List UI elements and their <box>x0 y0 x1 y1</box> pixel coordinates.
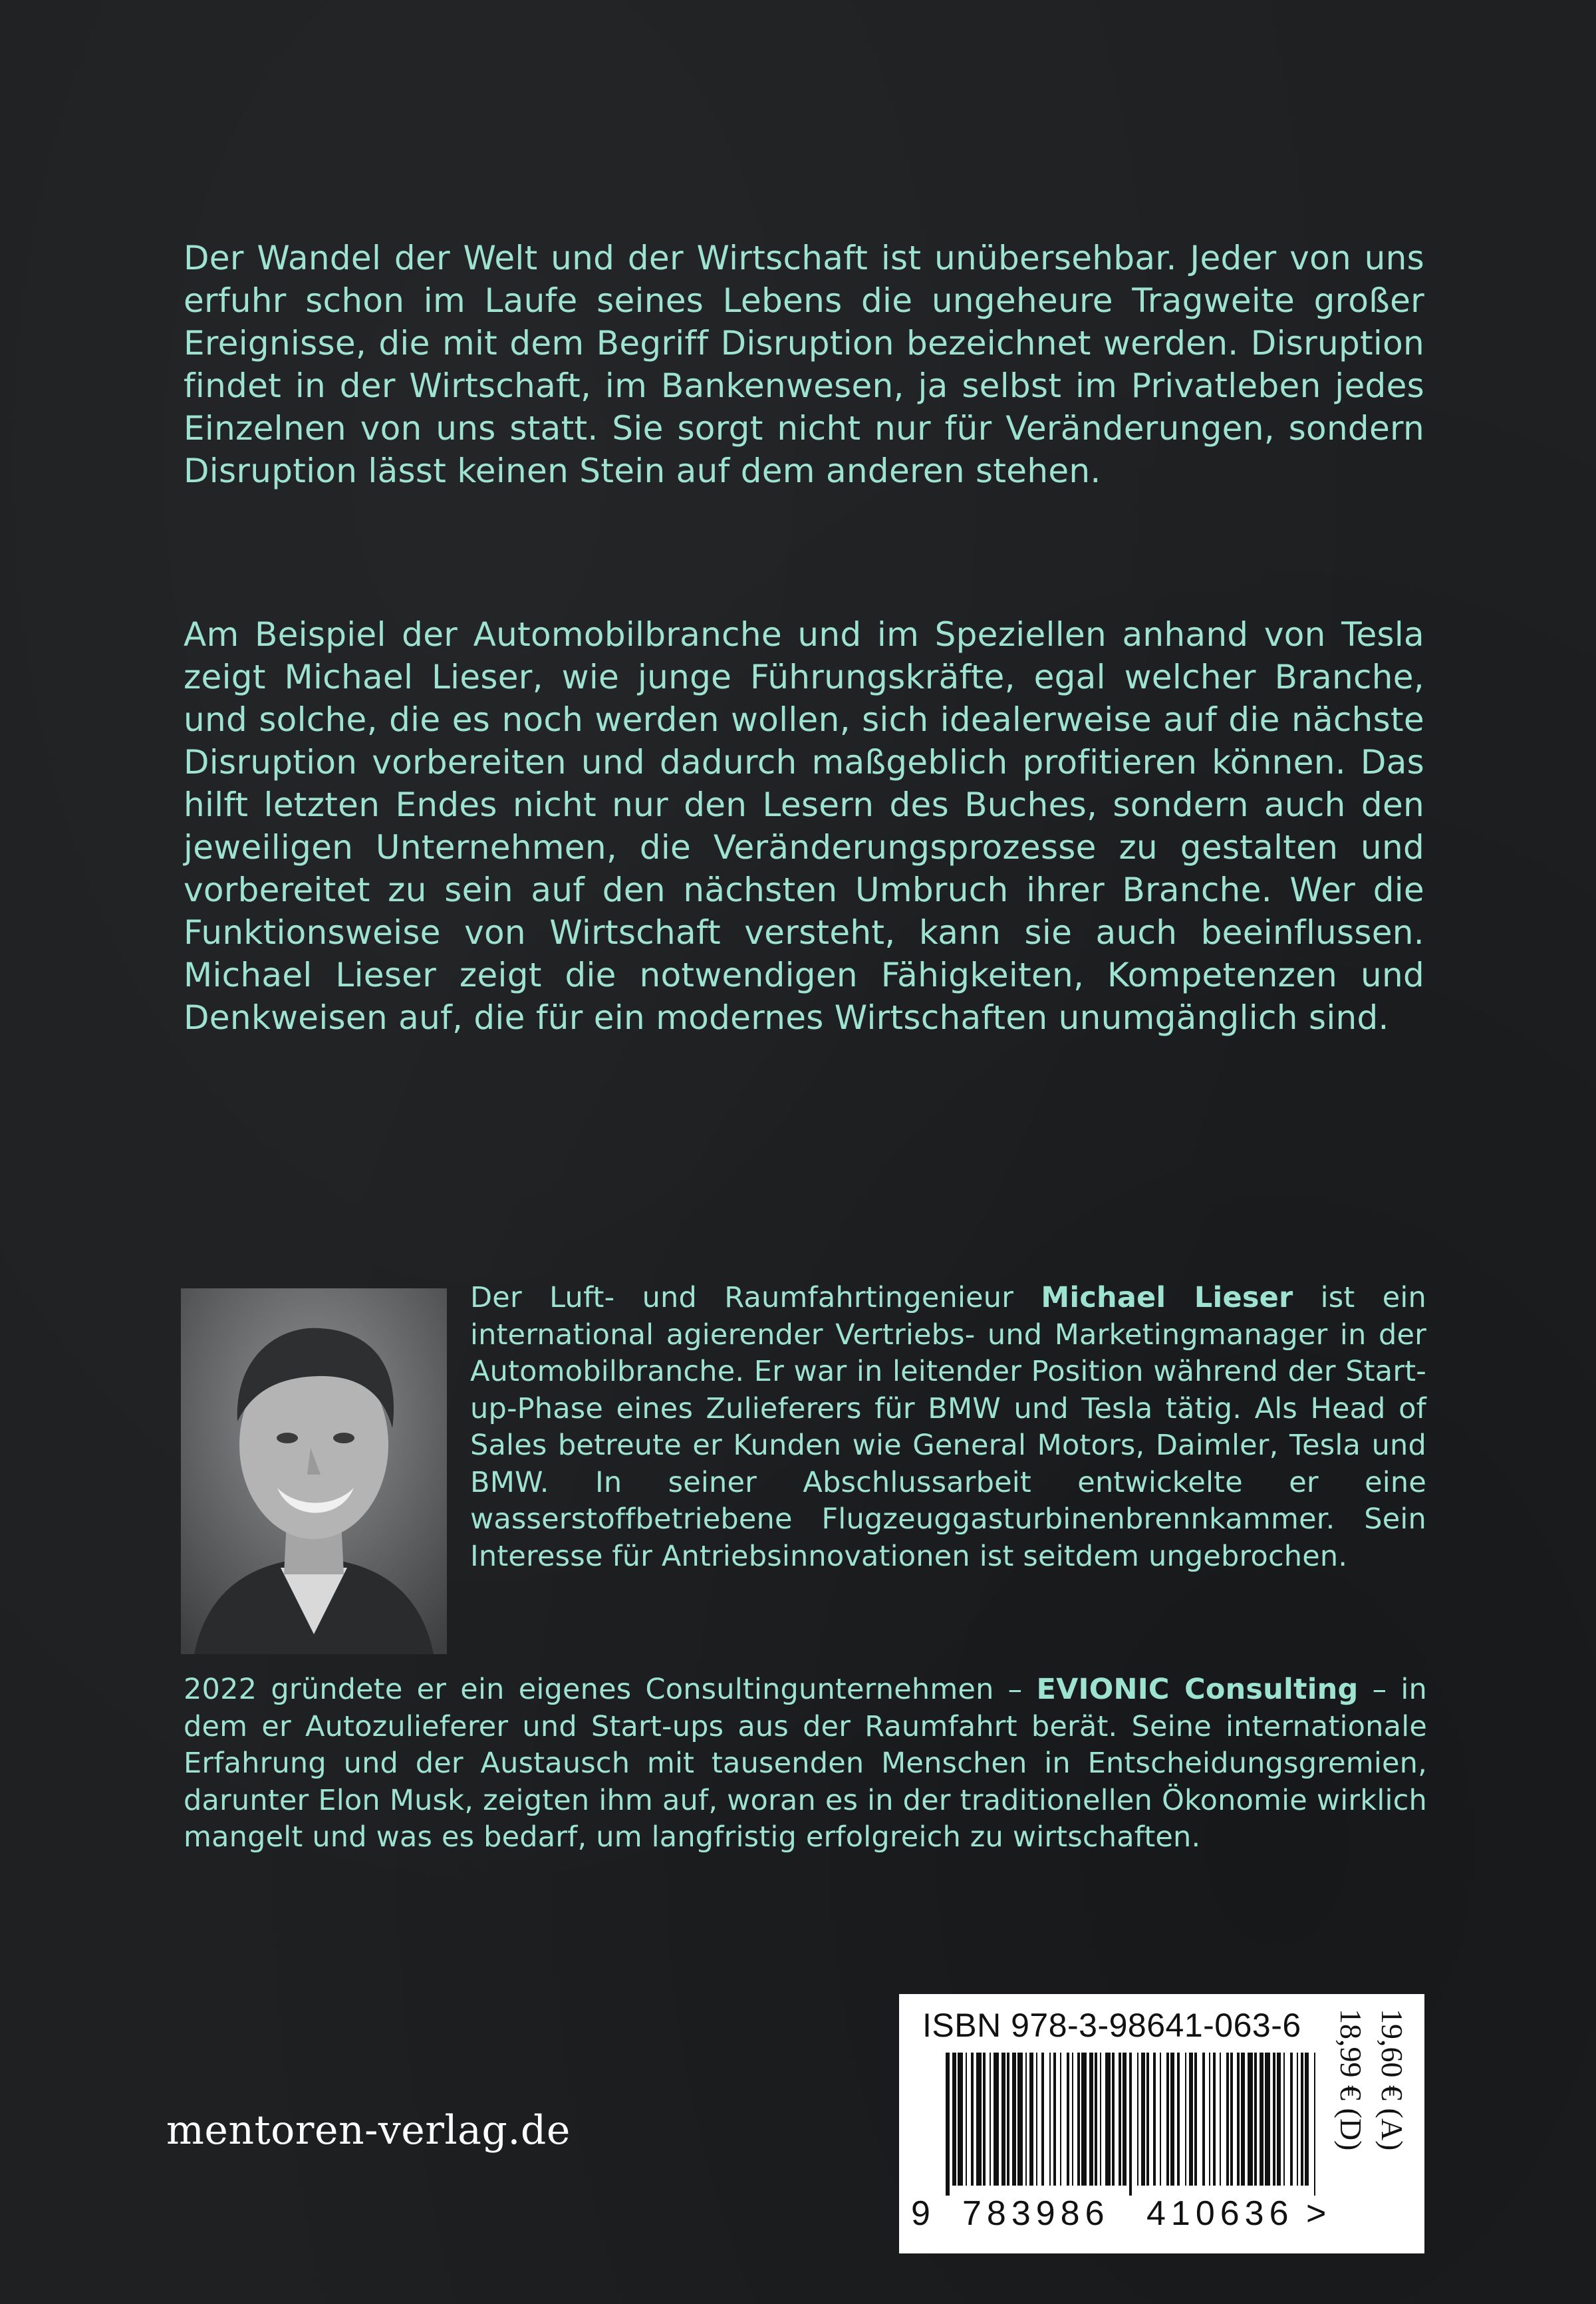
barcode-bar <box>1067 2053 1069 2186</box>
barcode-bar <box>1254 2053 1257 2186</box>
barcode-bar <box>1290 2053 1293 2186</box>
barcode-bar <box>983 2053 986 2186</box>
barcode-bar <box>1081 2053 1087 2186</box>
barcode-bar <box>1177 2053 1180 2186</box>
price-austria: 19,60 € (A) <box>1375 2009 1409 2151</box>
barcode-bar <box>1220 2053 1221 2186</box>
barcode-bar <box>1297 2053 1298 2186</box>
barcode-bar <box>1060 2053 1061 2186</box>
barcode-bar <box>1248 2053 1253 2186</box>
barcode-bar <box>1277 2053 1281 2186</box>
barcode-bar <box>1314 2053 1315 2196</box>
barcode-bar <box>1017 2053 1023 2186</box>
barcode-bar <box>946 2053 950 2196</box>
barcode-bar <box>1146 2053 1149 2186</box>
author-portrait-illustration <box>181 1288 447 1654</box>
company-name: EVIONIC Consulting <box>1036 1673 1359 1706</box>
barcode-bar <box>1129 2053 1132 2196</box>
barcode-bar <box>1305 2053 1309 2186</box>
barcode-bar <box>952 2053 956 2186</box>
barcode-bar <box>1273 2053 1275 2186</box>
barcode-bar <box>1025 2053 1027 2186</box>
barcode-bar <box>1213 2053 1216 2186</box>
author-bio-2-text: – in dem er Autozulieferer und Start-ups aus der Raumfahrt berät. Seine internationale Erfahrung und der Austausch mit tausenden Menschen in Entscheidungsgremien, darunter Elon Musk, zeigten ihm auf, woran es in der traditionellen Ökonomie wirklich mangelt und was es bedarf, um langfristig erfolgreich zu wirtschaften. <box>184 1673 1427 1854</box>
barcode-bar <box>1160 2053 1161 2186</box>
barcode-bar <box>958 2053 963 2186</box>
isbn-number: ISBN 978-3-98641-063-6 <box>922 2007 1301 2044</box>
barcode-bar <box>1119 2053 1121 2186</box>
blurb-paragraph-2: Am Beispiel der Automobilbranche und im Speziellen anhand von Tesla zeigt Michael Lieser, wie junge Führungskräfte, egal welcher Branche, und solche, die es noch werden wollen, sich idealerweise auf die nächste Disruption vorbereiten und dadurch maßgeblich profitieren können. Das hilft letzten Endes nicht nur den Lesern des Buches, sondern auch den jeweiligen Unternehmen, die Veränderungsprozesse zu gestalten und vorbereitet zu sein auf den nächsten Umbruch ihrer Branche. Wer die Funktionsweise von Wirtschaft versteht, kann sie auch beeinflussen. Michael Lieser zeigt die notwendigen Fähigkeiten, Kompetenzen und Denkweisen auf, die für ein modernes Wirtschaften unumgänglich sind. <box>184 615 1424 1037</box>
barcode-bar <box>1053 2053 1056 2186</box>
blurb-paragraph-1: Der Wandel der Welt und der Wirtschaft ist unübersehbar. Jeder von uns erfuhr schon im Laufe seines Lebens die ungeheure Tragweite großer Ereignisse, die mit dem Begriff Disruption bezeichnet werden. Disruption findet in der Wirtschaft, im Bankenwesen, ja selbst im Privatleben jedes Einzelnen von uns statt. Sie sorgt nicht nur für Veränderungen, sondern Disruption lässt keinen Stein auf dem anderen stehen. <box>184 239 1424 490</box>
author-bio-2 <box>184 1671 1427 1856</box>
barcode-bar <box>1283 2053 1285 2186</box>
barcode-bar <box>1105 2053 1111 2186</box>
barcode-label <box>899 1994 1424 2253</box>
barcode-bar <box>1100 2053 1101 2186</box>
publisher-url: mentoren-verlag.de <box>166 2107 571 2154</box>
barcode-bar <box>1029 2053 1033 2186</box>
barcode-bar <box>1141 2053 1145 2186</box>
barcode-bar <box>1077 2053 1080 2186</box>
barcode-bar <box>1041 2053 1044 2186</box>
barcode-bar <box>1265 2053 1270 2186</box>
barcode-bar <box>1209 2053 1210 2186</box>
barcode-bar <box>990 2053 991 2186</box>
price-germany: 18,99 € (D) <box>1334 2009 1368 2151</box>
barcode-bar <box>1301 2053 1303 2186</box>
barcode-bar <box>966 2053 967 2186</box>
barcode-bar <box>1123 2053 1127 2186</box>
barcode-bar <box>1007 2053 1009 2186</box>
barcode-bar <box>1112 2053 1115 2186</box>
barcode-bar <box>1170 2053 1174 2186</box>
barcode-bar <box>1194 2053 1197 2186</box>
barcode-bar <box>1153 2053 1156 2186</box>
barcode-bar <box>1095 2053 1097 2186</box>
barcode-bar <box>1226 2053 1229 2186</box>
barcode-bar <box>1237 2053 1240 2186</box>
barcode-bar <box>971 2053 974 2186</box>
barcode-digits-left: 783986 <box>962 2194 1110 2233</box>
barcode-bar <box>1089 2053 1093 2186</box>
barcode-bar <box>1202 2053 1205 2186</box>
barcode-bar <box>994 2053 999 2186</box>
barcode-bar <box>1189 2053 1193 2186</box>
author-bio-1 <box>470 1280 1426 1575</box>
barcode-bar <box>1185 2053 1186 2186</box>
barcode-end-marker: > <box>1306 2194 1327 2233</box>
ean-barcode <box>946 2053 1318 2196</box>
barcode-bar <box>1137 2053 1138 2186</box>
barcode-bar <box>1012 2053 1016 2186</box>
barcode-bar <box>1072 2053 1073 2186</box>
author-bio-1-text: ist ein international agierender Vertriebs- und Marketingmanager in der Automobilbranche. Er war in leitender Position während der Start-up-Phase eines Zulieferers für BMW und Tesla tätig. Als Head of Sales betreute er Kunden wie General Motors, Daimler, Tesla und BMW. In seiner Abschlussarbeit entwickelte er eine wasserstoffbetriebene Flugzeuggasturbinenbrennkammer. Sein Interesse für Antriebsinnovationen ist seitdem ungebrochen. <box>470 1281 1426 1573</box>
barcode-bar <box>1049 2053 1051 2186</box>
barcode-bar <box>1241 2053 1245 2186</box>
barcode-bar <box>1166 2053 1169 2186</box>
barcode-digit-first: 9 <box>911 2194 930 2233</box>
author-bio-2-intro: 2022 gründete er ein eigenes Consultingunternehmen – <box>184 1673 1037 1706</box>
barcode-bar <box>1230 2053 1233 2186</box>
barcode-bar <box>1036 2053 1037 2186</box>
barcode-bar <box>976 2053 982 2186</box>
author-name: Michael Lieser <box>1041 1281 1293 1314</box>
barcode-digits-right: 410636 <box>1146 2194 1294 2233</box>
price-block <box>1331 2009 1418 2241</box>
barcode-bar <box>1260 2053 1264 2186</box>
author-photo <box>181 1288 447 1654</box>
barcode-bar <box>1001 2053 1005 2186</box>
author-bio-1-intro: Der Luft- und Raumfahrtingenieur <box>470 1281 1041 1314</box>
